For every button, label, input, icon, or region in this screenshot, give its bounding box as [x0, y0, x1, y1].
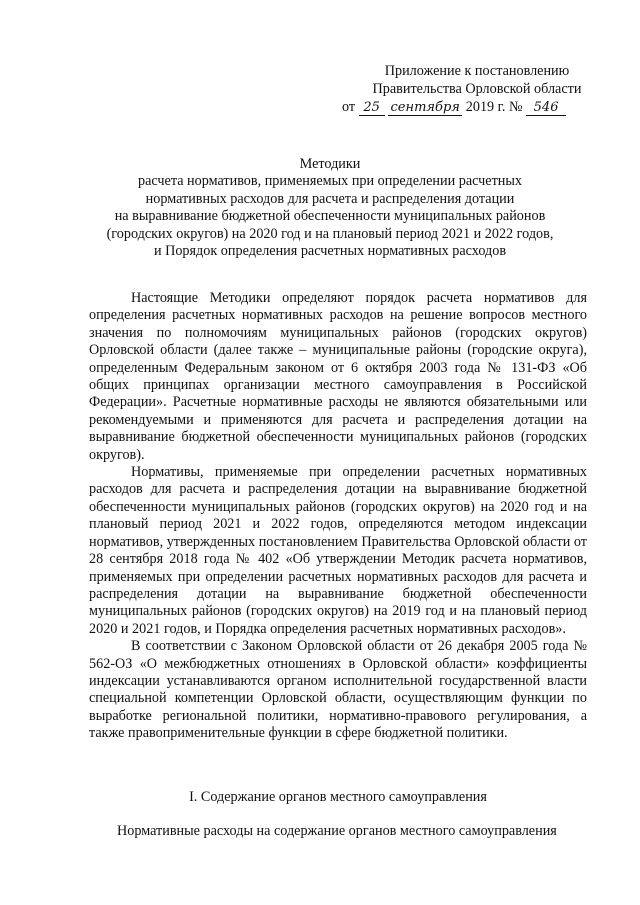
title-line: расчета нормативов, применяемых при определении расчетных: [137, 173, 523, 190]
title-line: и Порядок определения расчетных нормативных расходов: [153, 243, 507, 260]
date-prefix: от: [342, 99, 356, 115]
date-year: 2019 г. №: [465, 99, 523, 115]
appendix-line-2: Правительства Орловской области: [372, 81, 582, 97]
document-body: [89, 290, 587, 743]
paragraph-3: В соответствии с Законом Орловской области от 26 декабря 2005 года № 562-ОЗ «О межбюджетных отношениях в Орловской области» коэффициенты индексации устанавливаются органом исполнительной государственной власти специальной компетенции Орловской области, осуществляющим функции по выработке региональной политики, нормативно-правового регулирования, а также правоприменительные функции в сфере бюджетной политики.: [89, 638, 587, 742]
title-line: (городских округов) на 2020 год и на плановый период 2021 и 2022 годов,: [106, 225, 554, 242]
document-title: [70, 156, 590, 260]
section-heading: I. Содержание органов местного самоуправления: [189, 789, 487, 805]
appendix-date-line: [342, 98, 592, 116]
appendix-line-1: Приложение к постановлению: [384, 63, 570, 79]
handwritten-doc-number: 546: [526, 101, 566, 116]
handwritten-day: 25: [359, 101, 385, 116]
paragraph-1: Настоящие Методики определяют порядок расчета нормативов для определения расчетных нормативных расходов на решение вопросов местного значения по полномочиям муниципальных районов (городских округов) Орловской области (далее также – муниципальные районы (городские округа), определенным Федеральным законом от 6 октября 2003 года № 131-ФЗ «Об общих принципах организации местного самоуправления в Российской Федерации». Расчетные нормативные расходы не являются обязательными или рекомендуемыми и применяются для расчета и распределения дотации на выравнивание бюджетной обеспеченности муниципальных районов (городских округов).: [89, 290, 587, 463]
appendix-stamp: [342, 62, 592, 116]
paragraph-2: Нормативы, применяемые при определении расчетных нормативных расходов для расчета и распределения дотации на выравнивание бюджетной обеспеченности муниципальных районов (городских округов) на 2020 год и на плановый период 2021 и 2022 годов, определяются методом индексации нормативов, утвержденных постановлением Правительства Орловской области от 28 сентября 2018 года № 402 «Об утверждении Методик расчета нормативов, применяемых при определении расчетных нормативных расходов для расчета и распределения дотации на выравнивание бюджетной обеспеченности муниципальных районов (городских округов) на 2019 год и на плановый период 2020 и 2021 годов, и Порядка определения расчетных нормативных расходов».: [89, 464, 587, 637]
title-line: нормативных расходов для расчета и распределения дотации: [145, 190, 515, 207]
section-first-line: Нормативные расходы на содержание органов местного самоуправления: [117, 823, 557, 839]
title-heading: Методики: [299, 156, 361, 172]
title-line: на выравнивание бюджетной обеспеченности муниципальных районов: [114, 208, 546, 225]
handwritten-month: сентября: [388, 101, 462, 116]
